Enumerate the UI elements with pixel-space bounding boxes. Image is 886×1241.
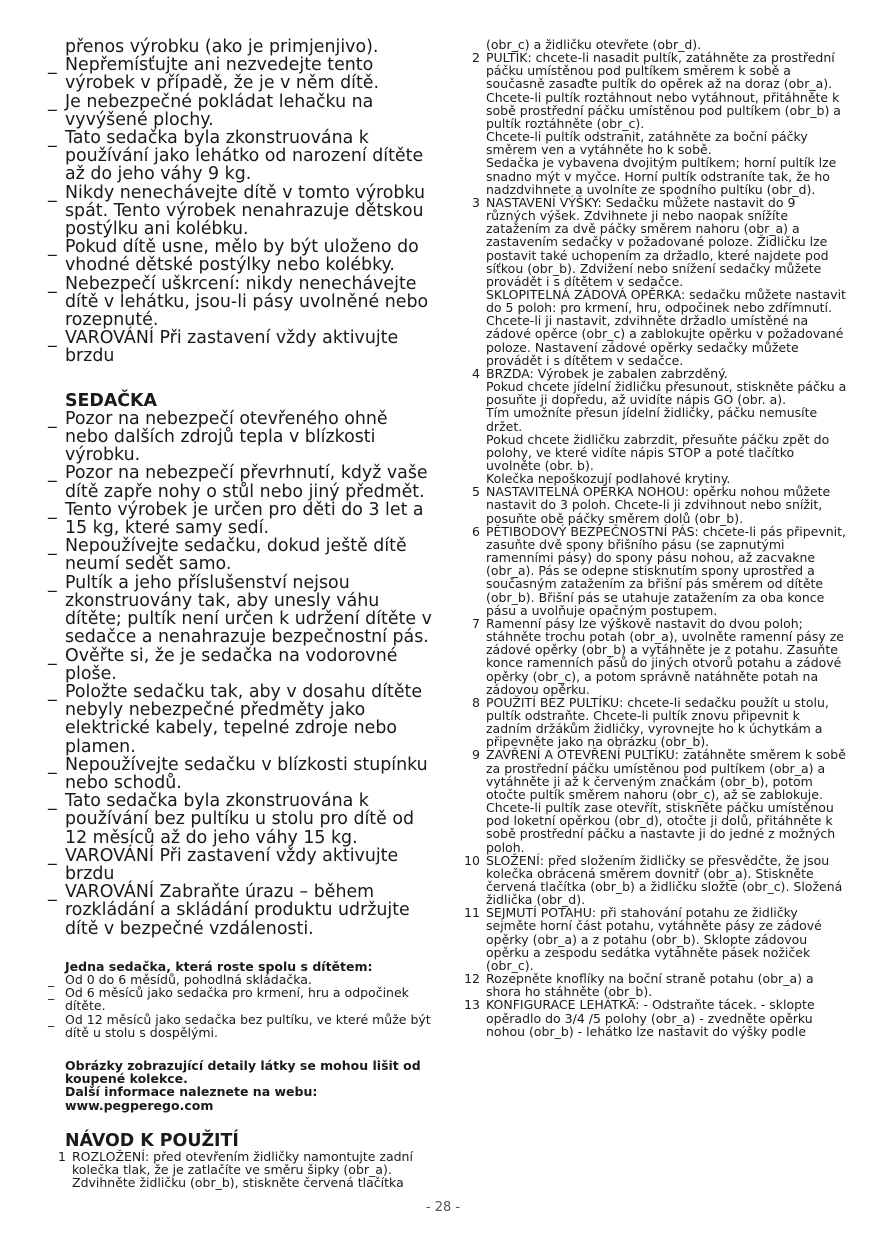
step-number: 13 bbox=[464, 997, 480, 1013]
warning-item: _ Pultík a jeho příslušenství nejsou zkonstruovány tak, aby unesly váhu dítěte; pultík není určen k udržení dítěte v sedačce a nenahrazuje bezpečnostní pás. bbox=[48, 572, 432, 648]
warning-item: _ Položte sedačku tak, aby v dosahu dítěte nebyly nebezpečné předměty jako elektrické kabely, tepelné zdroje nebo plamen. bbox=[48, 681, 423, 757]
step-2 bbox=[462, 51, 848, 196]
step-number: 9 bbox=[472, 747, 480, 763]
step-paragraph: Tím umožníte přesun jídelní židličky, páčku nemusíte držet. bbox=[486, 405, 818, 434]
grow-item: _ Od 6 měsíců jako sedačka pro krmení, hru a odpočinek dítěte. bbox=[48, 985, 409, 1014]
warning-item: _ Ověřte si, že je sedačka na vodorovné ploše. bbox=[48, 645, 398, 684]
step-paragraph: PULTÍK: chcete-li nasadit pultík, zatáhněte za prostřední páčku umístěnou pod pultíkem směrem k sobě a současně zasaďte pultík do opěrek až na doraz (obr_a). bbox=[486, 50, 835, 92]
step-paragraph: SEJMUTÍ POTAHU: při stahování potahu ze židličky sejměte horní část potahu, vytáhněte pásy ze zádové opěrky (obr_a) a z potahu (obr_b). Sklopte zádovou opěrku a zespodu sedátka vytáhněte pásek nožiček (obr_c). bbox=[486, 905, 822, 973]
warning-item: _ Pozor na nebezpečí převrhnutí, když vaše dítě zapře nohy o stůl nebo jiný předmět. bbox=[48, 463, 428, 502]
step-10 bbox=[462, 854, 848, 907]
grow-item: _ Od 12 měsíců jako sedačka bez pultíku, ve které může být dítě u stolu s dospělými. bbox=[48, 1011, 431, 1040]
step-12 bbox=[462, 972, 848, 998]
step-paragraph: SLOŽENÍ: před složením židličky se přesvědčte, že jsou kolečka obrácená směrem dovnitř (obr_a). Stiskněte červená tlačítka (obr_b) a židličku složte (obr_c). Složená židlička (obr_d). bbox=[486, 852, 843, 908]
warning-item: _ Tato sedačka byla zkonstruována k používání jako lehátko od narození dítěte až do jeho váhy 9 kg. bbox=[48, 128, 424, 185]
intro-continuation: přenos výrobku (ako je primjenjivo). bbox=[65, 37, 379, 57]
step-number: 4 bbox=[472, 365, 480, 381]
step-paragraph: NASTAVENÍ VÝŠKY: Sedačku můžete nastavit do 9 různých výšek. Zdvihnete ji nebo naopak snížíte zatažením za dvě páčky směrem nahoru (obr_a) a zastavením sedačky v požadované poloze. Židličku lze postavit také uchopením za držadlo, které najdete pod síťkou (obr_b). Zdvižení nebo snížení sedačky můžete provádět i s dítětem v sedačce. bbox=[486, 194, 829, 289]
step-number: 6 bbox=[472, 523, 480, 539]
step-11 bbox=[462, 906, 848, 972]
step-8 bbox=[462, 696, 848, 749]
step-1-continuation: (obr_c) a židličku otevřete (obr_d). bbox=[486, 37, 702, 52]
step-paragraph: Pokud chcete židličku zabrzdit, přesuňte páčku zpět do polohy, ve které vidíte nápis STOP a poté tlačítko uvolněte (obr. b). bbox=[486, 431, 830, 473]
warning-item: _ VAROVÁNÍ Při zastavení vždy aktivujte brzdu bbox=[48, 328, 399, 367]
warning-item: _ VAROVÁNÍ Při zastavení vždy aktivujte brzdu bbox=[48, 845, 399, 884]
step-number: 2 bbox=[472, 50, 480, 66]
step-number: 5 bbox=[472, 484, 480, 500]
step-paragraph: POUŽITÍ BEZ PULTÍKU: chcete-li sedačku použít u stolu, pultík odstraňte. Chcete-li pultík znovu připevnit k zadním držákům židličky, vyrovnejte ho k úchytkám a připevněte jako na obrázku (obr_b). bbox=[486, 694, 829, 750]
note-web: Další informace naleznete na webu: bbox=[65, 1084, 318, 1100]
step-5 bbox=[462, 485, 848, 524]
step-13 bbox=[462, 998, 848, 1037]
instructions-title: NÁVOD K POUŽITÍ bbox=[65, 1130, 239, 1151]
step-1: 1 ROZLOŽENÍ: před otevřením židličky namontujte zadní kolečka tlak, že je zatlačíte ve směru šipky (obr_a). Zdvihněte židličku (obr_b), stiskněte červená tlačítka bbox=[58, 1148, 413, 1191]
warnings-general bbox=[48, 38, 436, 366]
step-paragraph: Rozepněte knoflíky na boční straně potahu (obr_a) a shora ho stáhněte (obr_b). bbox=[486, 971, 814, 1000]
instruction-steps bbox=[462, 51, 848, 1038]
step-paragraph: ZAVŘENÍ A OTEVŘENÍ PULTÍKU: zatáhněte směrem k sobě za prostřední páčku umístěnou pod pultíkem (obr_a) a vytáhněte ji až k červeným značkám (obr_b), potom otočte pultík směrem nahoru (obr_c), až se zablokuje. Chcete-li pultík zase otevřít, stiskněte páčku umístěnou pod loketní opěrkou (obr_d), otočte ji dolů, přitáhněte k sobě prostřední páčku a nastavte ji do jedné z možných poloh. bbox=[486, 747, 846, 855]
section-title-sedacka: SEDAČKA bbox=[65, 390, 157, 411]
warning-item: _ Pokud dítě usne, mělo by být uloženo do vhodné dětské postýlky nebo kolébky. bbox=[48, 237, 419, 276]
warning-item: _ Je nebezpečné pokládat lehačku na vyvýšené plochy. bbox=[48, 91, 374, 130]
step-7 bbox=[462, 617, 848, 696]
step-number: 3 bbox=[472, 194, 480, 210]
warning-item: _ Tato sedačka byla zkonstruována k používání bez pultíku u stolu pro dítě od 12 měsíců až do jeho váhy 15 kg. bbox=[48, 791, 415, 848]
step-paragraph: Ramenní pásy lze výškově nastavit do dvou poloh; stáhněte trochu potah (obr_a), uvolněte ramenní pásy ze zádové opěrky (obr_b) a vytáhněte je z potahu. Zasuňte konce ramenních pásů do jiných otvorů potahu a zádové opěrky (obr_c), a potom správně natáhněte potah na zádovou opěrku. bbox=[486, 615, 844, 697]
step-number: 11 bbox=[464, 905, 480, 921]
step-paragraph: BRZDA: Výrobek je zabalen zabrzděný. bbox=[486, 365, 728, 381]
step-number: 7 bbox=[472, 615, 480, 631]
step-paragraph: Chcete-li pultík odstranit, zatáhněte za boční páčky směrem ven a vytáhněte ho k sobě. bbox=[486, 129, 808, 158]
step-3 bbox=[462, 196, 848, 367]
step-paragraph: Sedačka je vybavena dvojitým pultíkem; horní pultík lze snadno mýt v myčce. Horní pultík odstraníte tak, že ho nadzdvihnete a uvolníte ze spodního pultíku (obr_d). bbox=[486, 155, 837, 197]
warning-item: _ Tento výrobek je určen pro děti do 3 let a 15 kg, které samy sedí. bbox=[48, 499, 424, 539]
warning-item: _ VAROVÁNÍ Zabraňte úrazu – během rozkládání a skládání produktu udržujte dítě v bezpečné vzdálenosti. bbox=[48, 882, 410, 939]
page-number: - 28 - bbox=[425, 1200, 461, 1215]
step-paragraph: PĚTIBODOVÝ BEZPEČNOSTNÍ PÁS: chcete-li pás připevnit, zasuňte dvě spony břišního pásu (se zapnutými ramenními pásy) do spony pásu nohou, až zacvakne (obr_a). Pás se odepne stisknutím spony uprostřed a současným zatažením za břišní pás směrem od dítěte (obr_b). Břišní pás se utahuje zatažením za oba konce pásu a uvolňuje opačným postupem. bbox=[486, 523, 847, 618]
warning-item: _ Nikdy nenechávejte dítě v tomto výrobku spát. Tento výrobek nenahrazuje dětskou postýlku ani kolébku. bbox=[48, 182, 426, 240]
step-paragraph: Pokud chcete jídelní židličku přesunout, stiskněte páčku a posuňte ji dopředu, až uvidíte nápis GO (obr. a). bbox=[486, 379, 847, 408]
step-9 bbox=[462, 748, 848, 853]
step-number: 10 bbox=[464, 852, 480, 868]
note-fabric: Obrázky zobrazující detaily látky se mohou lišit od koupené kolekce. bbox=[65, 1057, 421, 1087]
step-number: 12 bbox=[464, 971, 480, 987]
warning-item: _ Nebezpečí uškrcení: nikdy nenechávejte dítě v lehátku, jsou-li pásy uvolněné nebo rozepnuté. bbox=[48, 273, 429, 331]
warnings-seat bbox=[48, 410, 436, 938]
right-column bbox=[462, 38, 848, 1038]
step-number: 8 bbox=[472, 694, 480, 710]
step-paragraph: Kolečka nepoškozují podlahové krytiny. bbox=[486, 471, 731, 487]
step-paragraph: SKLOPITELNÁ ZÁDOVÁ OPĚRKA: sedačku můžete nastavit do 5 poloh: pro krmení, hru, odpočinek nebo zdřímnutí. Chcete-li ji nastavit, zdvihněte držadlo umístěné na zádové opěrce (obr_c) a zablokujte opěrku v požadované poloze. Nastavení zádové opěrky sedačky můžete provádět i s dítětem v sedačce. bbox=[486, 286, 846, 368]
step-paragraph: KONFIGURACE LEHÁTKA: - Odstraňte tácek. - sklopte opěradlo do 3/4 /5 polohy (obr_a) - zvedněte opěrku nohou (obr_b) - lehátko lze nastavit do výšky podle bbox=[486, 997, 815, 1039]
grow-title: Jedna sedačka, která roste spolu s dítětem: bbox=[65, 958, 373, 974]
step-4 bbox=[462, 367, 848, 485]
step-paragraph: Chcete-li pultík roztáhnout nebo vytáhnout, přitáhněte k sobě prostřední páčku umístěnou pod pultíkem (obr_b) a pultík roztáhněte (obr_c). bbox=[486, 89, 841, 131]
grow-item: _ Od 0 do 6 měsídů, pohodlná skládačka. bbox=[48, 971, 312, 987]
website-link[interactable]: www.pegperego.com bbox=[65, 1097, 214, 1113]
step-paragraph: NASTAVITELNÁ OPĚRKA NOHOU: opěrku nohou můžete nastavit do 3 poloh. Chcete-li ji zdvihnout nebo snížit, posuňte obě páčky směrem dolů (obr_b). bbox=[486, 484, 831, 526]
warning-item: _ Nepřemísťujte ani nezvedejte tento výrobek v případě, že je v něm dítě. bbox=[48, 55, 379, 94]
left-column bbox=[48, 38, 436, 1189]
warning-item: _ Nepoužívejte sedačku, dokud ještě dítě neumí sedět samo. bbox=[48, 536, 407, 575]
step-6 bbox=[462, 525, 848, 617]
warning-item: _ Pozor na nebezpečí otevřeného ohně nebo dalších zdrojů tepla v blízkosti výrobku. bbox=[48, 408, 388, 466]
warning-item: _ Nepoužívejte sedačku v blízkosti stupínku nebo schodů. bbox=[48, 754, 428, 793]
